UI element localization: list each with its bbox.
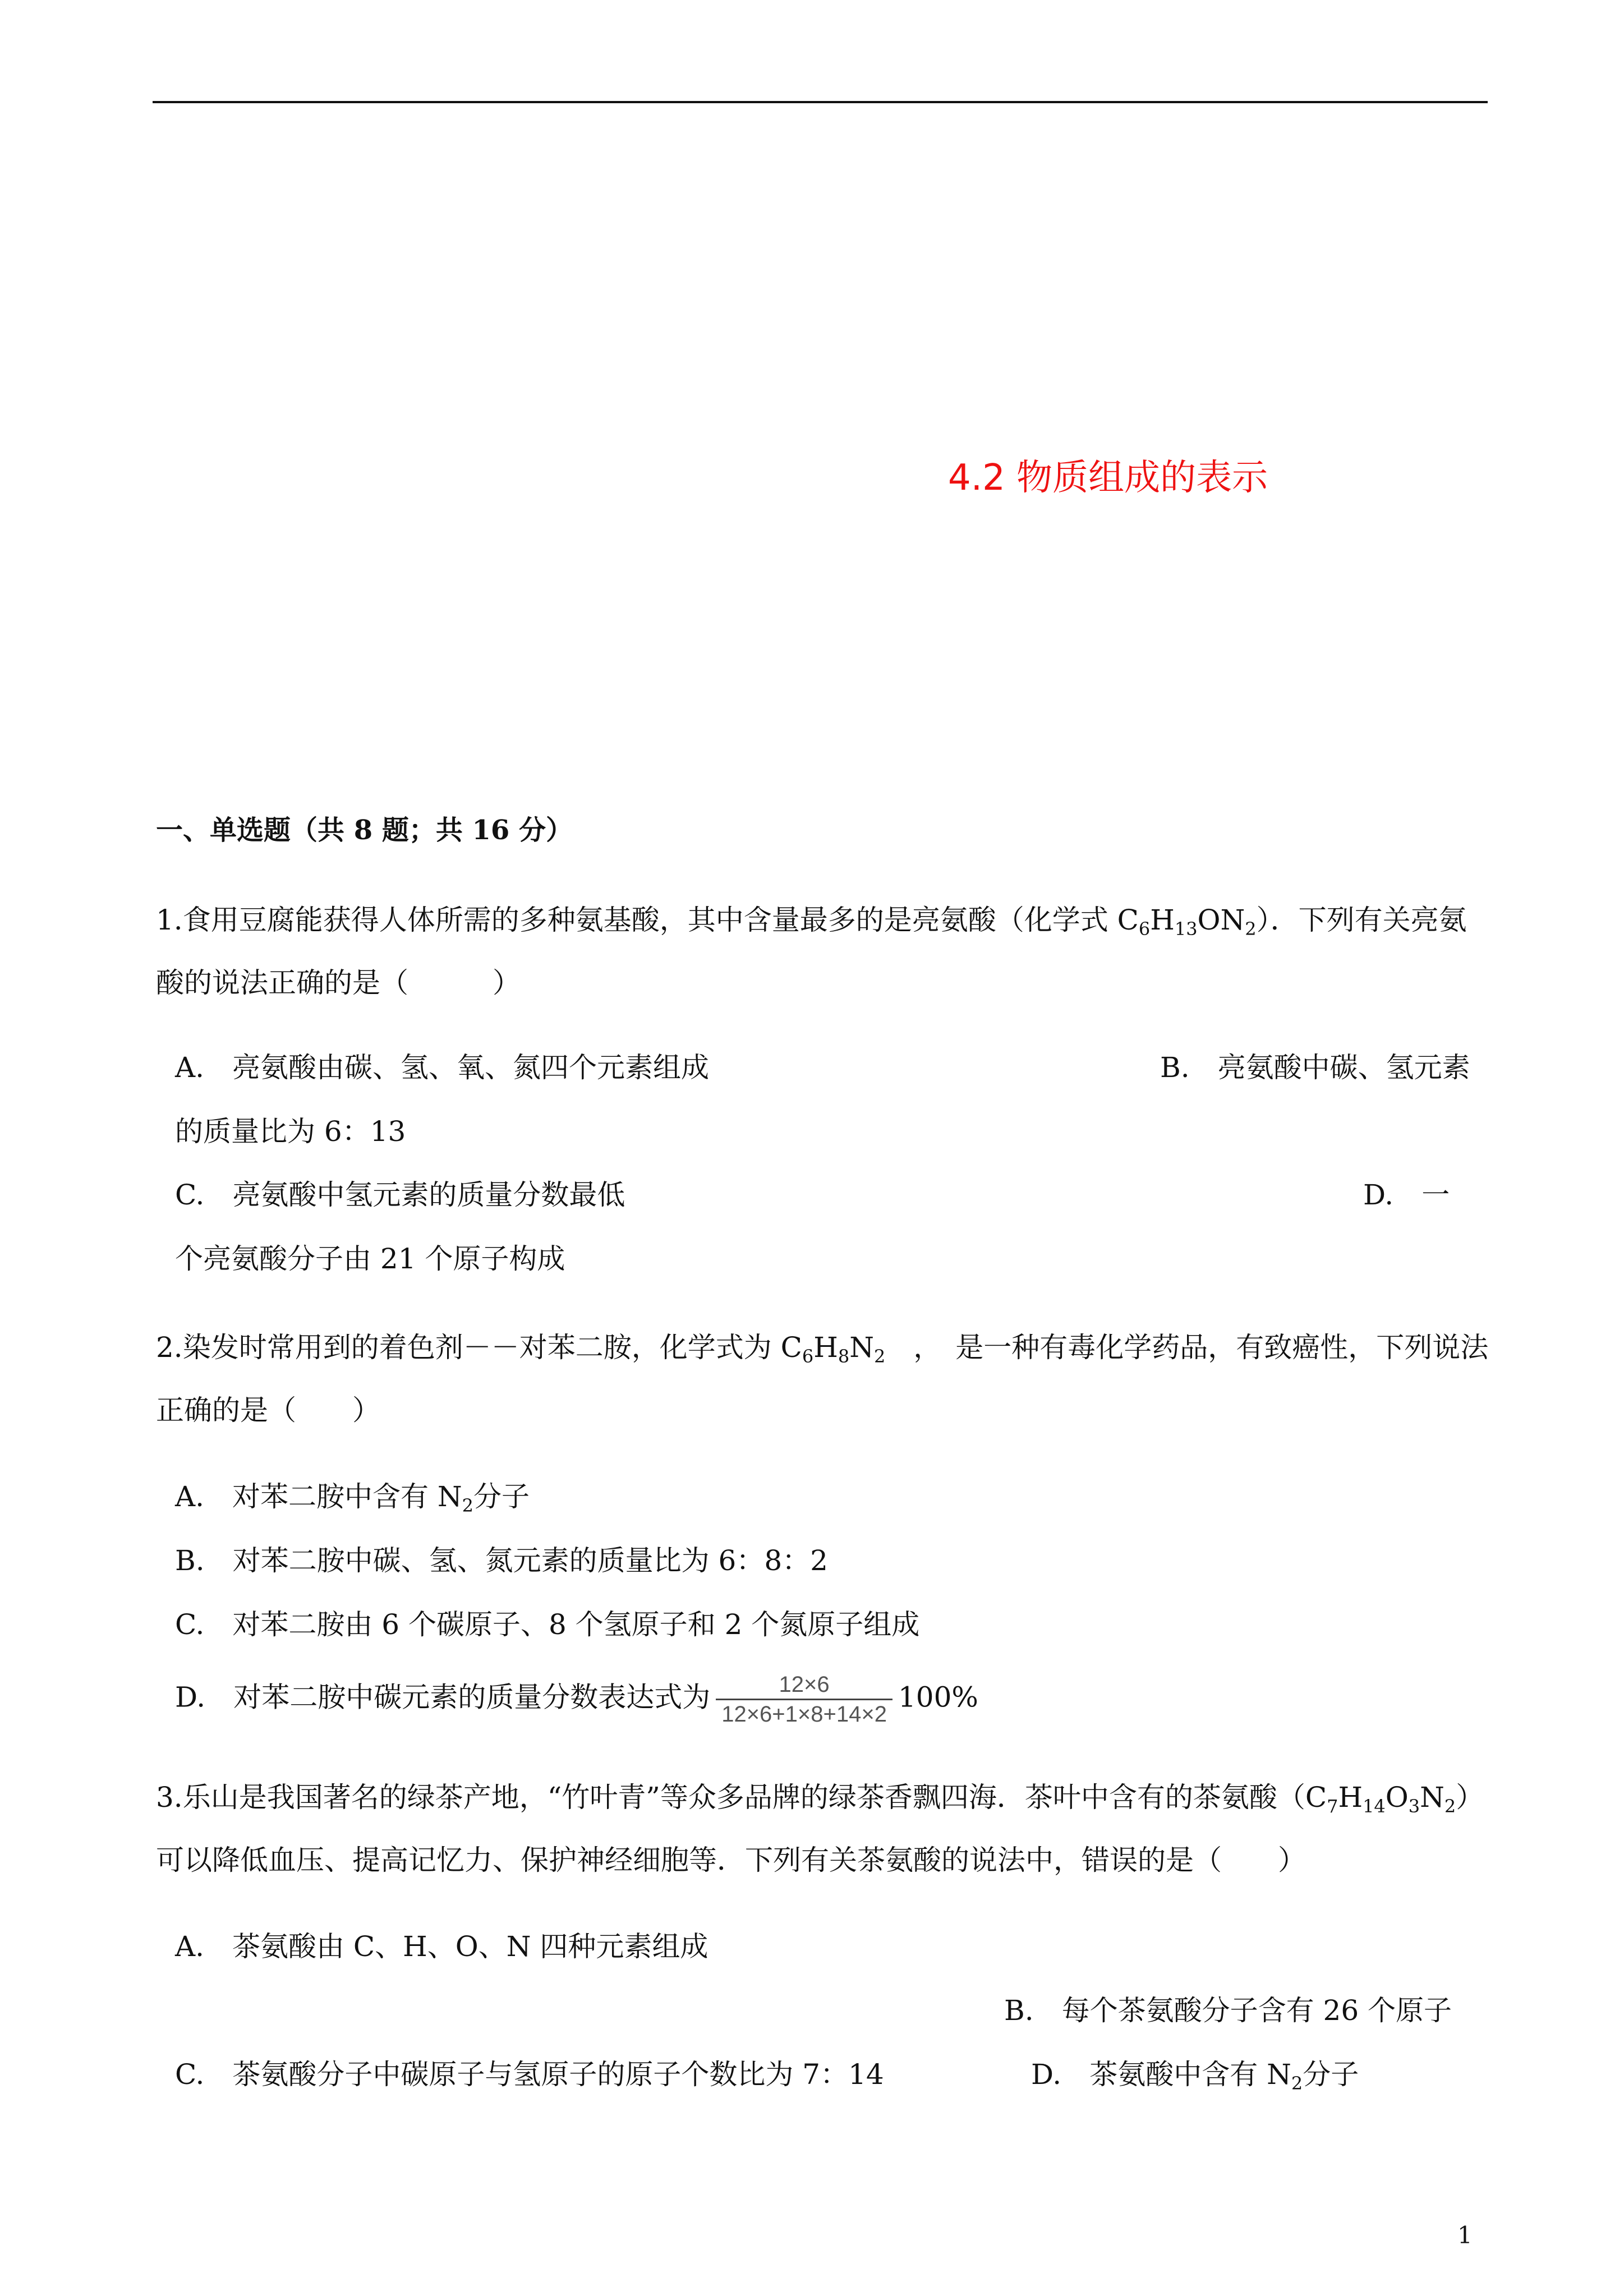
q2-option-a-text-end: 分子 <box>473 1480 530 1513</box>
q2-stem-text: 2.染发时常用到的着色剂－－对苯二胺，化学式为 C <box>156 1331 802 1364</box>
q1-option-d[interactable]: D. 一 <box>1363 1179 1450 1211</box>
formula-part: H <box>1338 1781 1363 1814</box>
q3-stem-text-end: ） <box>1456 1781 1484 1814</box>
q2-option-d[interactable] <box>175 1671 978 1728</box>
fraction-denominator: 12×6+1×8+14×2 <box>716 1699 892 1728</box>
subscript: 6 <box>802 1346 814 1367</box>
q3-option-d-text-end: 分子 <box>1303 2058 1359 2091</box>
q2-option-d-text: D. 对苯二胺中碳元素的质量分数表达式为 <box>175 1681 711 1714</box>
q1-option-b-continued: 的质量比为 6：13 <box>175 1115 406 1148</box>
section-heading: 一、单选题（共 8 题；共 16 分） <box>156 815 573 846</box>
q1-option-b[interactable]: B. 亮氨酸中碳、氢元素 <box>1160 1051 1470 1084</box>
q1-option-d-continued: 个亮氨酸分子由 21 个原子构成 <box>175 1243 565 1275</box>
subscript: 2 <box>1291 2073 1303 2094</box>
q1-stem-line2: 酸的说法正确的是（ ） <box>156 967 521 999</box>
q2-option-a[interactable] <box>175 1479 530 1524</box>
formula-part: ON <box>1197 904 1245 936</box>
q2-option-c[interactable]: C. 对苯二胺由 6 个碳原子、8 个氢原子和 2 个氮原子组成 <box>175 1608 920 1641</box>
subscript: 7 <box>1327 1796 1338 1817</box>
q2-option-a-text: A. 对苯二胺中含有 N <box>175 1480 462 1513</box>
q3-stem-text: 3.乐山是我国著名的绿茶产地，“竹叶青”等众多品牌的绿茶香飘四海．茶叶中含有的茶氨酸（C <box>156 1781 1327 1814</box>
header-rule <box>153 101 1488 103</box>
subscript: 2 <box>1444 1796 1456 1817</box>
page-number: 1 <box>1457 2221 1473 2249</box>
q3-option-d[interactable] <box>1031 2056 1359 2101</box>
q2-stem-line2: 正确的是（ ） <box>156 1394 380 1427</box>
subscript: 6 <box>1138 918 1151 940</box>
q1-option-c[interactable]: C. 亮氨酸中氢元素的质量分数最低 <box>175 1179 625 1211</box>
subscript: 2 <box>1245 918 1257 940</box>
mass-fraction-expression <box>716 1671 892 1728</box>
formula-part: N <box>849 1331 874 1364</box>
formula-part: O <box>1385 1781 1409 1814</box>
q2-option-b[interactable]: B. 对苯二胺中碳、氢、氮元素的质量比为 6：8：2 <box>175 1544 828 1577</box>
q1-option-a[interactable]: A. 亮氨酸由碳、氢、氧、氮四个元素组成 <box>175 1051 710 1084</box>
q3-option-c[interactable]: C. 茶氨酸分子中碳原子与氢原子的原子个数比为 7：14 <box>175 2058 884 2091</box>
subscript: 2 <box>873 1346 886 1367</box>
page-title: 4.2 物质组成的表示 <box>948 457 1268 499</box>
q1-stem-text: 1.食用豆腐能获得人体所需的多种氨基酸，其中含量最多的是亮氨酸（化学式 C <box>156 904 1139 936</box>
q3-stem-line1 <box>156 1779 1484 1824</box>
subscript: 8 <box>838 1346 850 1367</box>
subscript: 3 <box>1408 1796 1420 1817</box>
q2-stem-line1 <box>156 1329 1488 1374</box>
subscript: 2 <box>462 1495 474 1516</box>
formula-part: H <box>813 1331 838 1364</box>
subscript: 13 <box>1174 918 1198 940</box>
q1-stem-text-end: ）．下列有关亮氨 <box>1256 904 1467 936</box>
subscript: 14 <box>1363 1796 1386 1817</box>
q1-stem-line1 <box>156 902 1467 947</box>
formula-part: N <box>1420 1781 1444 1814</box>
q3-option-a[interactable]: A. 茶氨酸由 C、H、O、N 四种元素组成 <box>175 1930 709 1963</box>
formula-part: H <box>1150 904 1175 936</box>
q2-option-d-text-end: 100% <box>898 1681 978 1714</box>
q3-option-b[interactable]: B. 每个茶氨酸分子含有 26 个原子 <box>1004 1994 1452 2027</box>
q3-stem-line2: 可以降低血压、提高记忆力、保护神经细胞等．下列有关茶氨酸的说法中，错误的是（ ） <box>156 1844 1306 1876</box>
q3-option-d-text: D. 茶氨酸中含有 N <box>1031 2058 1291 2091</box>
q2-stem-text-end: ， 是一种有毒化学药品，有致癌性，下列说法 <box>885 1331 1489 1364</box>
fraction-numerator: 12×6 <box>779 1672 830 1697</box>
